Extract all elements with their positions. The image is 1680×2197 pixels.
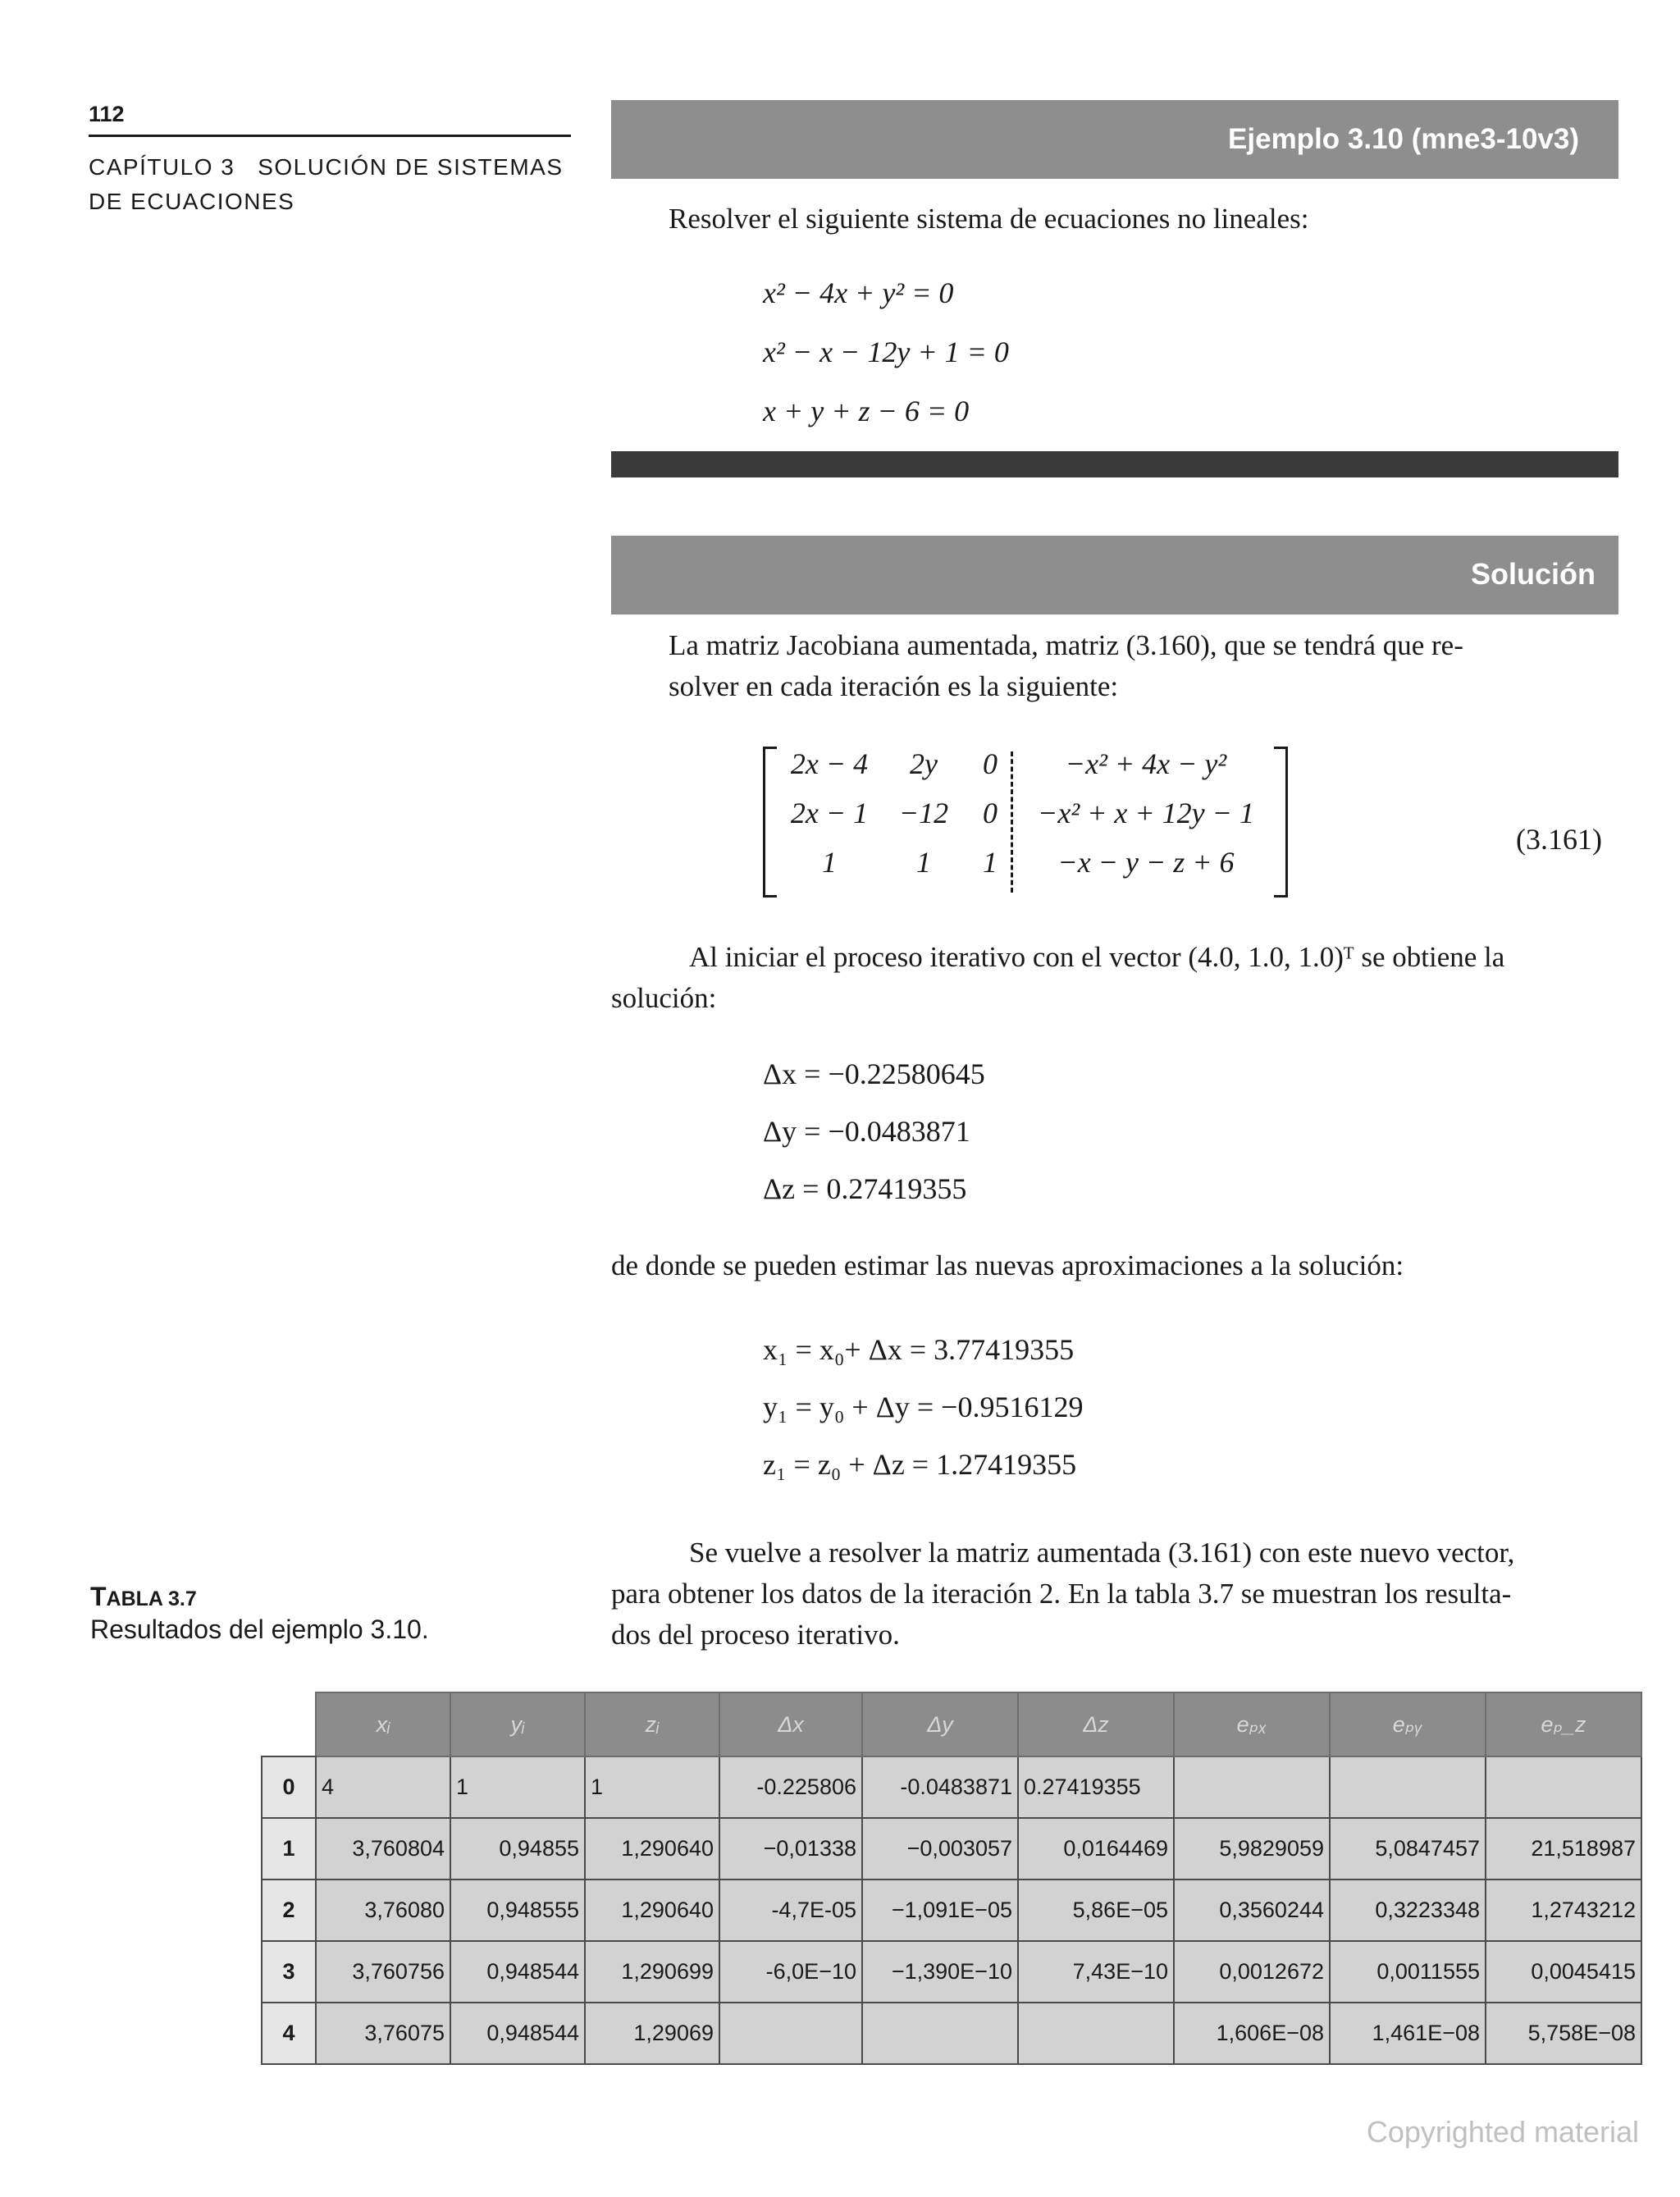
table-cell: 1 bbox=[585, 1756, 719, 1818]
table-cell bbox=[1330, 1756, 1486, 1818]
table-row bbox=[262, 1756, 1641, 1818]
table-cell: 0,948555 bbox=[450, 1880, 585, 1941]
table-cell: 1,606E−08 bbox=[1174, 2003, 1330, 2064]
solution-paragraph-2 bbox=[611, 937, 1620, 1019]
table-cell bbox=[719, 2003, 862, 2064]
row-index: 1 bbox=[262, 1818, 316, 1880]
table-cell: 3,76080 bbox=[316, 1880, 450, 1941]
table-cell: 5,0847457 bbox=[1330, 1818, 1486, 1880]
table-caption-label-text: ABLA 3.7 bbox=[106, 1587, 197, 1610]
table-header-cell: xᵢ bbox=[316, 1692, 450, 1756]
table-header-cell: eₚ_z bbox=[1486, 1692, 1641, 1756]
table-cell: 1,290640 bbox=[585, 1818, 719, 1880]
table-cell: -4,7E-05 bbox=[719, 1880, 862, 1941]
table-cell: 21,518987 bbox=[1486, 1818, 1641, 1880]
matrix-cell: 1 bbox=[822, 846, 837, 879]
table-cell: 0,0164469 bbox=[1018, 1818, 1174, 1880]
table-cell: 1 bbox=[450, 1756, 585, 1818]
table-header-cell: Δy bbox=[862, 1692, 1018, 1756]
paragraph-4-line-2: para obtener los datos de la iteración 2. En la tabla 3.7 se muestran los resulta- bbox=[611, 1578, 1512, 1610]
table-cell bbox=[1174, 1756, 1330, 1818]
table-cell: 0,948544 bbox=[450, 2003, 585, 2064]
delta-x: Δx = −0.22580645 bbox=[763, 1057, 985, 1090]
matrix-left-bracket bbox=[763, 747, 777, 898]
update-y: y₁ = y₀ + Δy = −0.9516129 bbox=[763, 1391, 1084, 1423]
table-cell: 1,461E−08 bbox=[1330, 2003, 1486, 2064]
example-header-bar bbox=[611, 100, 1618, 179]
solution-title: Solución bbox=[1471, 557, 1596, 591]
table-cell bbox=[1486, 1756, 1641, 1818]
table-cell: 3,76075 bbox=[316, 2003, 450, 2064]
matrix-cell: 0 bbox=[983, 797, 998, 829]
system-equation-3: x + y + z − 6 = 0 bbox=[763, 395, 970, 427]
table-cell: 3,760756 bbox=[316, 1941, 450, 2003]
row-index: 4 bbox=[262, 2003, 316, 2064]
table-cell bbox=[862, 2003, 1018, 2064]
table-row bbox=[262, 2003, 1641, 2064]
paragraph-1-line-2: solver en cada iteración es la siguiente: bbox=[669, 670, 1119, 702]
table-cell: 0,0011555 bbox=[1330, 1941, 1486, 2003]
table-cell: 0,0012672 bbox=[1174, 1941, 1330, 2003]
matrix-cell: −x − y − z + 6 bbox=[1057, 846, 1235, 879]
table-cell bbox=[1018, 2003, 1174, 2064]
matrix-right-bracket bbox=[1274, 747, 1288, 898]
table-cell: 5,758E−08 bbox=[1486, 2003, 1641, 2064]
table-cell: -6,0E−10 bbox=[719, 1941, 862, 2003]
row-index: 2 bbox=[262, 1880, 316, 1941]
paragraph-1-line-1: La matriz Jacobiana aumentada, matriz (3.160), que se tendrá que re- bbox=[669, 629, 1463, 661]
table-cell: 7,43E−10 bbox=[1018, 1941, 1174, 2003]
solution-paragraph-3: de donde se pueden estimar las nuevas aproximaciones a la solución: bbox=[611, 1249, 1404, 1281]
example-statement: Resolver el siguiente sistema de ecuaciones no lineales: bbox=[669, 203, 1309, 235]
chapter-title-line-2: DE ECUACIONES bbox=[89, 189, 295, 214]
table-row bbox=[262, 1880, 1641, 1941]
matrix-augmentation-divider bbox=[1011, 751, 1013, 893]
table-cell: 0,948544 bbox=[450, 1941, 585, 2003]
chapter-title-line-1: CAPÍTULO 3 SOLUCIÓN DE SISTEMAS bbox=[89, 154, 564, 180]
paragraph-4-line-1: Se vuelve a resolver la matriz aumentada (3.161) con este nuevo vector, bbox=[689, 1537, 1515, 1569]
table-corner-cell bbox=[262, 1692, 316, 1756]
table-cell: 0,3223348 bbox=[1330, 1880, 1486, 1941]
table-cell: −0,003057 bbox=[862, 1818, 1018, 1880]
table-cell: 0,0045415 bbox=[1486, 1941, 1641, 2003]
table-cell: −0,01338 bbox=[719, 1818, 862, 1880]
matrix-cell: −12 bbox=[898, 797, 949, 829]
delta-y: Δy = −0.0483871 bbox=[763, 1115, 970, 1148]
matrix-cell: −x² + 4x − y² bbox=[1065, 747, 1227, 780]
table-cell: 4 bbox=[316, 1756, 450, 1818]
table-cell: 0,3560244 bbox=[1174, 1880, 1330, 1941]
jacobian-matrix bbox=[763, 743, 1288, 896]
row-index: 0 bbox=[262, 1756, 316, 1818]
paragraph-2-line-1: Al iniciar el proceso iterativo con el vector (4.0, 1.0, 1.0)ᵀ se obtiene la bbox=[689, 941, 1505, 973]
table-row bbox=[262, 1818, 1641, 1880]
table-cell: 3,760804 bbox=[316, 1818, 450, 1880]
matrix-cell: 2x − 1 bbox=[790, 797, 869, 829]
table-cell: 5,86E−05 bbox=[1018, 1880, 1174, 1941]
matrix-cell: 1 bbox=[916, 846, 931, 879]
row-index: 3 bbox=[262, 1941, 316, 2003]
table-cell: -0.0483871 bbox=[862, 1756, 1018, 1818]
matrix-cell: −x² + x + 12y − 1 bbox=[1038, 797, 1254, 829]
solution-paragraph-4 bbox=[611, 1532, 1620, 1656]
table-header-cell: eₚₓ bbox=[1174, 1692, 1330, 1756]
table-header-row bbox=[262, 1692, 1641, 1756]
system-equation-2: x² − x − 12y + 1 = 0 bbox=[763, 336, 1009, 368]
table-cell: 5,9829059 bbox=[1174, 1818, 1330, 1880]
example-title: Ejemplo 3.10 (mne3-10v3) bbox=[1228, 123, 1579, 155]
table-cell: −1,390E−10 bbox=[862, 1941, 1018, 2003]
table-cell: 1,29069 bbox=[585, 2003, 719, 2064]
system-equation-1: x² − 4x + y² = 0 bbox=[763, 276, 954, 309]
table-cell: 1,290640 bbox=[585, 1880, 719, 1941]
update-z: z₁ = z₀ + Δz = 1.27419355 bbox=[763, 1448, 1077, 1481]
table-cell: 1,290699 bbox=[585, 1941, 719, 2003]
table-cell: -0.225806 bbox=[719, 1756, 862, 1818]
table-header-cell: eₚᵧ bbox=[1330, 1692, 1486, 1756]
table-cell: −1,091E−05 bbox=[862, 1880, 1018, 1941]
solution-paragraph-1 bbox=[669, 625, 1612, 707]
matrix-cell: 0 bbox=[983, 747, 998, 780]
table-cell: 0.27419355 bbox=[1018, 1756, 1174, 1818]
paragraph-2-line-2: solución: bbox=[611, 982, 717, 1014]
table-caption-text: Resultados del ejemplo 3.10. bbox=[90, 1615, 429, 1644]
copyright-watermark: Copyrighted material bbox=[1366, 2115, 1639, 2149]
table-caption-label: TABLA 3.7 bbox=[90, 1582, 197, 1611]
table-header-cell: yᵢ bbox=[450, 1692, 585, 1756]
paragraph-4-line-3: dos del proceso iterativo. bbox=[611, 1619, 900, 1651]
matrix-cell: 2y bbox=[910, 747, 938, 780]
results-table bbox=[261, 1692, 1642, 2065]
equation-number: (3.161) bbox=[1516, 823, 1602, 856]
matrix-cell: 2x − 4 bbox=[790, 747, 869, 780]
delta-z: Δz = 0.27419355 bbox=[763, 1172, 967, 1205]
chapter-title bbox=[89, 150, 581, 219]
example-end-bar bbox=[611, 451, 1618, 477]
table-header-cell: zᵢ bbox=[585, 1692, 719, 1756]
table-cell: 0,94855 bbox=[450, 1818, 585, 1880]
table-cell: 1,2743212 bbox=[1486, 1880, 1641, 1941]
table-header-cell: Δz bbox=[1018, 1692, 1174, 1756]
table-row bbox=[262, 1941, 1641, 2003]
solution-header-bar bbox=[611, 536, 1618, 614]
update-x: x₁ = x₀+ Δx = 3.77419355 bbox=[763, 1333, 1075, 1366]
matrix-cell: 1 bbox=[983, 846, 998, 879]
header-rule bbox=[89, 135, 571, 137]
page-number: 112 bbox=[89, 102, 125, 126]
table-header-cell: Δx bbox=[719, 1692, 862, 1756]
